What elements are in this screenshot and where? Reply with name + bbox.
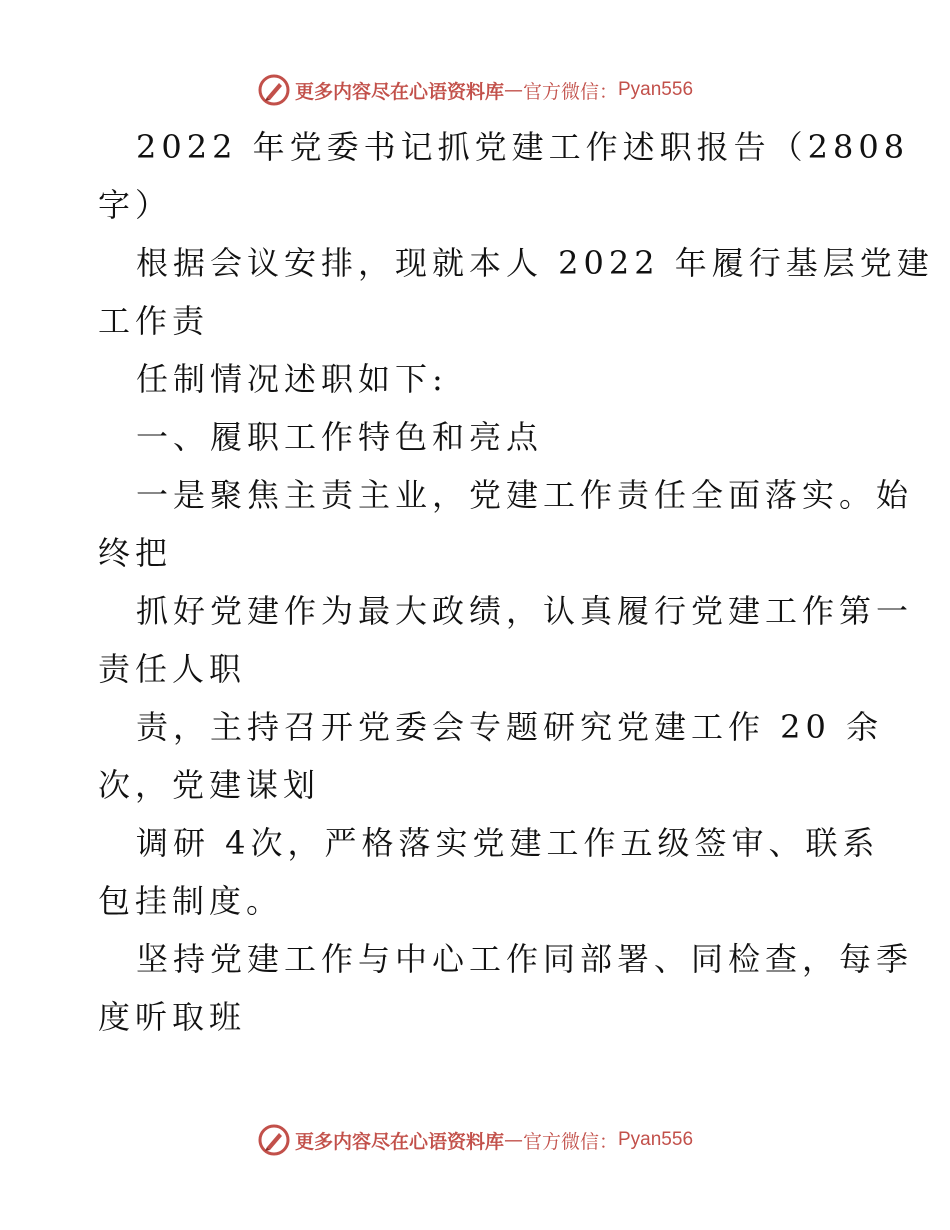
watermark-official-label: 官方微信： — [522, 1130, 618, 1153]
watermark-dash: — — [503, 1129, 523, 1151]
doc-title-line-1: 2022 年党委书记抓党建工作述职报告（2808 — [136, 128, 910, 166]
doc-paragraph-line: 度听取班 — [98, 998, 247, 1036]
watermark-title: 更多内容尽在心语资料库 — [294, 1130, 504, 1153]
document-body — [98, 118, 934, 1046]
doc-paragraph-line: 坚持党建工作与中心工作同部署、同检查，每季 — [136, 940, 914, 978]
doc-paragraph-line: 工作责 — [98, 302, 210, 340]
pen-logo-icon — [257, 73, 291, 107]
watermark-footer — [0, 1120, 950, 1160]
pen-logo-icon — [257, 1123, 291, 1157]
doc-paragraph-line: 责，主持召开党委会专题研究党建工作 20 余 — [136, 708, 884, 746]
doc-paragraph-line: 任制情况述职如下: — [136, 360, 448, 398]
watermark-dash: — — [503, 79, 523, 101]
doc-paragraph-line: 责任人职 — [98, 650, 247, 688]
doc-section-heading: 一、履职工作特色和亮点 — [136, 418, 544, 456]
doc-title-line-2: 字） — [98, 186, 173, 224]
watermark-header — [0, 70, 950, 110]
watermark-official-label: 官方微信： — [522, 80, 618, 103]
doc-paragraph-line: 抓好党建作为最大政绩，认真履行党建工作第一 — [136, 592, 914, 630]
doc-paragraph-line: 次，党建谋划 — [98, 766, 321, 804]
doc-paragraph-line: 根据会议安排，现就本人 2022 年履行基层党建 — [136, 244, 934, 282]
watermark-wechat-id: Pyan556 — [618, 79, 694, 100]
watermark-wechat-id: Pyan556 — [618, 1129, 694, 1150]
watermark-title: 更多内容尽在心语资料库 — [294, 80, 504, 103]
doc-paragraph-line: 调研 4次，严格落实党建工作五级签审、联系 — [136, 824, 880, 862]
doc-paragraph-line: 终把 — [98, 534, 173, 572]
doc-paragraph-line: 一是聚焦主责主业，党建工作责任全面落实。始 — [136, 476, 914, 514]
doc-paragraph-line: 包挂制度。 — [98, 882, 284, 920]
